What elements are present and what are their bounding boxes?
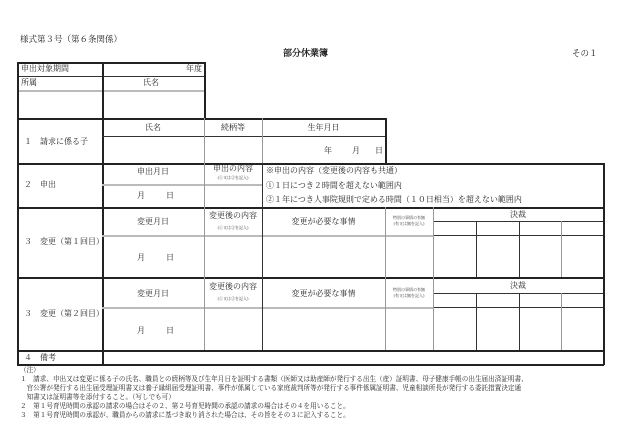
child-name-field[interactable]	[104, 138, 203, 162]
request-note-option-1: ①１日につき２時間を超えない範囲内	[266, 181, 402, 190]
form-number: 様式第３号（第６条関係）	[20, 35, 123, 45]
request-month-unit: 月	[137, 191, 145, 200]
change-2-approval-header: 決裁	[510, 281, 526, 290]
affiliation-field[interactable]	[18, 92, 101, 117]
employee-name-field[interactable]	[104, 92, 203, 117]
change-1-month-unit: 月	[137, 253, 145, 262]
footnote-1-line-3: 知書又は証明書等を添付すること。（写しでも可）	[20, 393, 175, 401]
change-2-special-field[interactable]	[387, 309, 432, 349]
request-date-header: 申出月日	[137, 167, 169, 176]
birth-year-unit: 年	[324, 146, 332, 155]
change-2-reason-header: 変更が必要な事情	[291, 289, 356, 298]
request-content-header: 申出の内容	[213, 164, 253, 173]
page-title: 部分休業簿	[283, 49, 329, 59]
change-2-day-unit: 日	[166, 326, 174, 335]
change-1-reason-header: 変更が必要な事情	[291, 217, 356, 226]
fiscal-year-suffix: 年度	[186, 64, 202, 73]
footnote-3: ３ 第１号育児時間の承認が、職員からの請求に基づき取り消された場合は、その旨をその３に記入すること。	[20, 411, 350, 419]
footnote-2: ２ 第１号育児時間の承認の請求の場合はその２、第２号育児時間の承認の請求の場合はその４を用いること。	[20, 402, 350, 410]
birthdate-field[interactable]	[264, 138, 384, 162]
section-2-label: ２ 申出	[24, 180, 56, 189]
request-note-heading: ※申出の内容（変更後の内容も共通）	[266, 166, 402, 175]
footnotes	[20, 366, 528, 420]
remarks-label: ４ 備考	[24, 353, 56, 362]
birth-month-unit: 月	[352, 146, 360, 155]
change-1-date-field[interactable]	[104, 237, 203, 276]
change-2-special-header: 特別の事情の有無	[393, 287, 425, 292]
change-2-content-field[interactable]	[206, 309, 261, 349]
footnotes-heading: （注）	[20, 366, 40, 374]
name-label: 氏名	[143, 78, 159, 87]
birthdate-header: 生年月日	[307, 123, 340, 132]
request-content-field[interactable]	[206, 186, 261, 206]
page-label: その１	[572, 49, 598, 59]
child-name-header: 氏名	[145, 123, 161, 132]
section-1-label: １ 請求に係る子	[24, 137, 88, 146]
change-1-day-unit: 日	[166, 253, 174, 262]
request-note-option-2: ②１年につき人事院規則で定める時間（１０日相当）を超えない範囲内	[266, 195, 522, 204]
change-2-content-sub: (①又は②を記入)	[217, 296, 249, 301]
change-1-special-sub: (有又は無を記入)	[393, 221, 425, 226]
change-1-approval-stamp-2[interactable]	[478, 237, 518, 276]
change-1-special-field[interactable]	[387, 237, 432, 276]
relation-header: 続柄等	[221, 123, 245, 132]
birth-day-unit: 日	[375, 146, 383, 155]
request-date-field[interactable]	[104, 186, 203, 206]
change-1-content-sub: (①又は②を記入)	[217, 225, 249, 230]
change-1-approval-stamp-4[interactable]	[563, 237, 602, 276]
request-day-unit: 日	[166, 191, 174, 200]
change-2-approval-stamp-3[interactable]	[521, 309, 560, 349]
change-1-approval-stamp-1[interactable]	[435, 237, 475, 276]
change-2-special-sub: (有又は無を記入)	[393, 293, 425, 298]
change-2-date-field[interactable]	[104, 309, 203, 349]
change-2-approval-stamp-2[interactable]	[478, 309, 518, 349]
change-1-content-field[interactable]	[206, 237, 261, 276]
change-2-content-header: 変更後の内容	[209, 282, 257, 291]
footnote-1-line-2: 官公署が発行する出生届受理証明書又は養子縁組届受理証明書、事件が係属している家庭裁判所等が発行する事件係属証明書、児童相談所長が発行する委託措置決定通	[20, 384, 522, 392]
change-1-approval-stamp-3[interactable]	[521, 237, 560, 276]
footnote-1-line-1: １ 請求、申出又は変更に係る子の氏名、職員との続柄等及び生年月日を証明する書類（医師又は助産師が発行する出生（産）証明書、母子健康手帳の出生届出済証明書、	[20, 375, 528, 383]
remarks-field[interactable]	[104, 352, 602, 363]
change-2-approval-stamp-4[interactable]	[563, 309, 602, 349]
request-content-sub: (①又は②を記入)	[217, 175, 249, 180]
affiliation-label: 所属	[21, 78, 37, 87]
change-1-content-header: 変更後の内容	[209, 211, 257, 220]
change-1-label: ３ 変更（第１回目）	[24, 237, 104, 246]
change-2-date-header: 変更月日	[137, 289, 169, 298]
change-2-approval-stamp-1[interactable]	[435, 309, 475, 349]
relation-field[interactable]	[206, 138, 261, 162]
change-1-special-header: 特別の事情の有無	[393, 215, 425, 220]
change-1-approval-header: 決裁	[510, 210, 526, 219]
change-1-reason-field[interactable]	[264, 237, 384, 276]
change-2-reason-field[interactable]	[264, 309, 384, 349]
change-2-month-unit: 月	[137, 326, 145, 335]
change-2-label: ３ 変更（第２回目）	[24, 309, 104, 318]
change-1-date-header: 変更月日	[137, 217, 169, 226]
period-label: 申出対象期間	[21, 64, 69, 73]
